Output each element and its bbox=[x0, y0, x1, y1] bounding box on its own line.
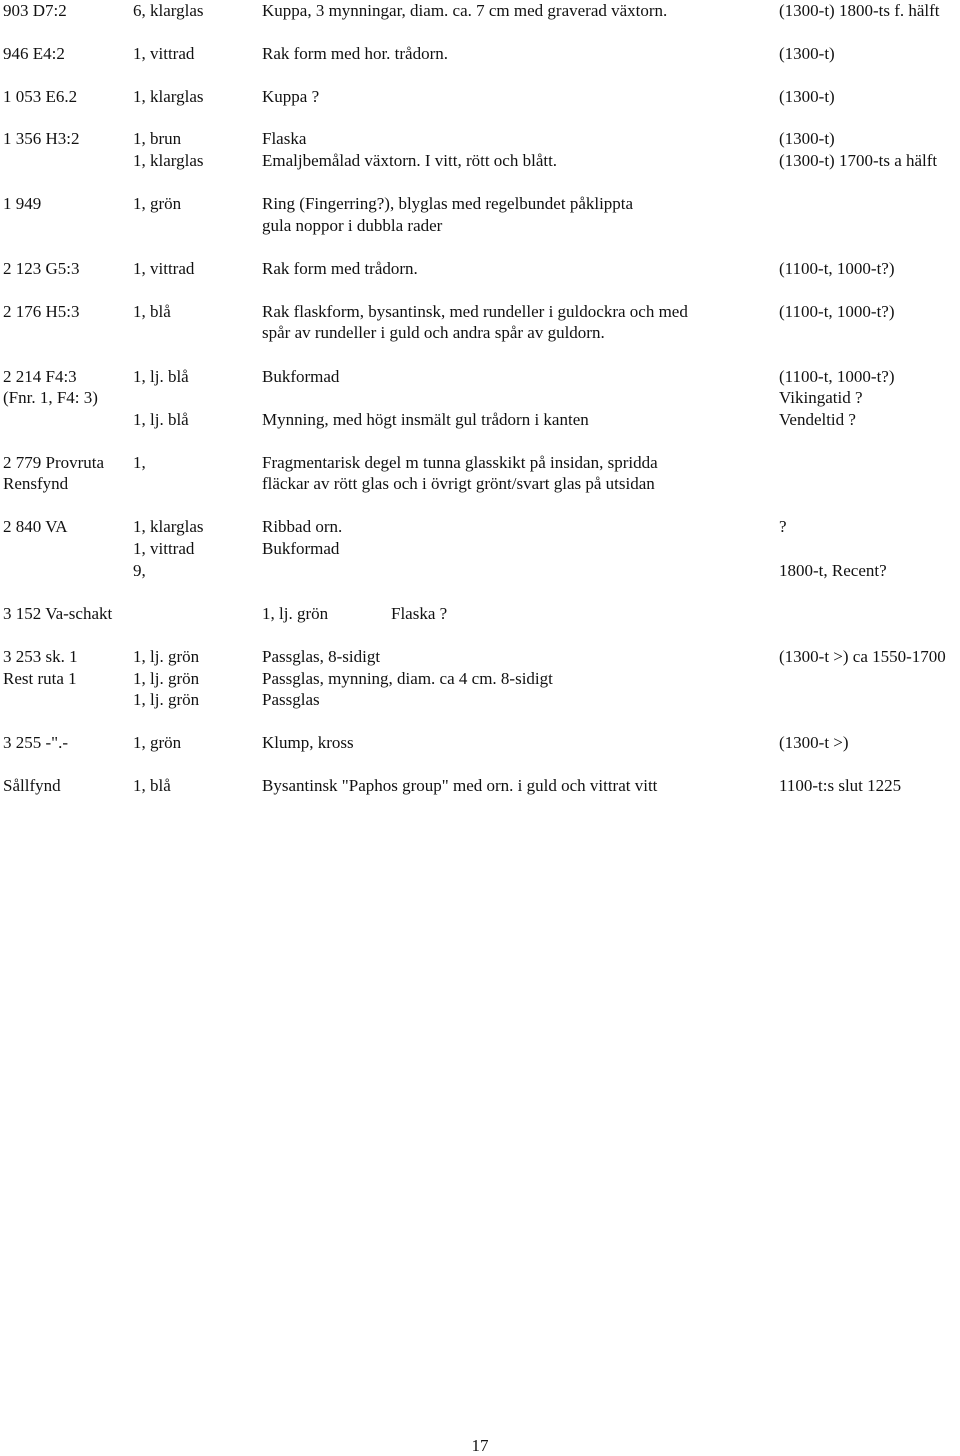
count-color: 1, lj. blå bbox=[133, 367, 189, 386]
dating: 1800-t, Recent? bbox=[779, 561, 887, 580]
dating: (1300-t >) bbox=[779, 733, 849, 752]
find-number: 2 176 H5:3 bbox=[3, 302, 80, 321]
description: Kuppa ? bbox=[262, 87, 320, 106]
dating: (1300-t) bbox=[779, 129, 835, 148]
count-color: 1, klarglas bbox=[133, 517, 204, 536]
description: Emaljbemålad växtorn. I vitt, rött och blått. bbox=[262, 151, 558, 170]
description: Passglas, 8-sidigt bbox=[262, 647, 381, 666]
dating: 1100-t:s slut 1225 bbox=[779, 776, 902, 795]
dating: (1300-t >) ca 1550-1700 bbox=[779, 647, 946, 666]
count-color: 1, klarglas bbox=[133, 151, 204, 170]
find-number: 3 255 -".- bbox=[3, 733, 69, 752]
count-color: 1, vittrad bbox=[133, 44, 195, 63]
count-color: 1, grön bbox=[133, 733, 182, 752]
dating: (1300-t) 1700-ts a hälft bbox=[779, 151, 938, 170]
description: fläckar av rött glas och i övrigt grönt/svart glas på utsidan bbox=[262, 474, 655, 493]
description: Rak flaskform, bysantinsk, med rundeller i guldockra och med bbox=[262, 302, 688, 321]
count-color: 1, lj. grön bbox=[133, 669, 200, 688]
count-color: 1, brun bbox=[133, 129, 182, 148]
description: Mynning, med högt insmält gul trådorn i kanten bbox=[262, 410, 589, 429]
dating: (1100-t, 1000-t?) bbox=[779, 259, 895, 278]
dating: (1300-t) bbox=[779, 44, 835, 63]
count-color: 1, vittrad bbox=[133, 539, 195, 558]
description: Rak form med trådorn. bbox=[262, 259, 418, 278]
find-number: 2 779 Provruta bbox=[3, 453, 105, 472]
count-color: 1, klarglas bbox=[133, 87, 204, 106]
find-number: 2 214 F4:3 bbox=[3, 367, 77, 386]
description: Bukformad bbox=[262, 367, 340, 386]
dating: ? bbox=[779, 517, 787, 536]
dating: (1300-t) 1800-ts f. hälft bbox=[779, 1, 940, 20]
find-number: 1 053 E6.2 bbox=[3, 87, 78, 106]
count-color: 1, lj. grön bbox=[133, 647, 200, 666]
find-number: Rest ruta 1 bbox=[3, 669, 77, 688]
dating: Vikingatid ? bbox=[779, 388, 863, 407]
description: Flaska bbox=[262, 129, 307, 148]
count-color: 1, blå bbox=[133, 776, 171, 795]
find-number: 1 356 H3:2 bbox=[3, 129, 80, 148]
count-color: 1, bbox=[133, 453, 146, 472]
description: Ring (Fingerring?), blyglas med regelbundet påklippta bbox=[262, 194, 634, 213]
count-color: 9, bbox=[133, 561, 146, 580]
description: spår av rundeller i guld och andra spår av guldorn. bbox=[262, 323, 605, 342]
count-color: 6, klarglas bbox=[133, 1, 204, 20]
find-number: 3 152 Va-schakt bbox=[3, 604, 113, 623]
find-number: (Fnr. 1, F4: 3) bbox=[3, 388, 98, 407]
description: Kuppa, 3 mynningar, diam. ca. 7 cm med graverad växtorn. bbox=[262, 1, 668, 20]
count-color: 1, lj. grön bbox=[133, 690, 200, 709]
count-color: 1, blå bbox=[133, 302, 171, 321]
find-number: Rensfynd bbox=[3, 474, 69, 493]
find-number: 1 949 bbox=[3, 194, 42, 213]
description: Passglas bbox=[262, 690, 320, 709]
find-number: 946 E4:2 bbox=[3, 44, 65, 63]
dating: Vendeltid ? bbox=[779, 410, 856, 429]
description: Ribbad orn. bbox=[262, 517, 343, 536]
find-number: 2 123 G5:3 bbox=[3, 259, 80, 278]
find-number: Sållfynd bbox=[3, 776, 61, 795]
count-color: 1, lj. grön bbox=[262, 604, 329, 623]
description: Rak form med hor. trådorn. bbox=[262, 44, 449, 63]
count-color: 1, lj. blå bbox=[133, 410, 189, 429]
description: Passglas, mynning, diam. ca 4 cm. 8-sidigt bbox=[262, 669, 553, 688]
description: Klump, kross bbox=[262, 733, 354, 752]
dating: (1300-t) bbox=[779, 87, 835, 106]
find-number: 2 840 VA bbox=[3, 517, 68, 536]
description: Bysantinsk "Paphos group" med orn. i guld och vittrat vitt bbox=[262, 776, 658, 795]
find-number: 3 253 sk. 1 bbox=[3, 647, 78, 666]
dating: (1100-t, 1000-t?) bbox=[779, 302, 895, 321]
count-color: 1, vittrad bbox=[133, 259, 195, 278]
description: Bukformad bbox=[262, 539, 340, 558]
description: Fragmentarisk degel m tunna glasskikt på insidan, spridda bbox=[262, 453, 658, 472]
dating: (1100-t, 1000-t?) bbox=[779, 367, 895, 386]
find-number: 903 D7:2 bbox=[3, 1, 67, 20]
description: gula noppor i dubbla rader bbox=[262, 216, 443, 235]
page-number: 17 bbox=[471, 1436, 489, 1455]
count-color: 1, grön bbox=[133, 194, 182, 213]
description: Flaska ? bbox=[391, 604, 448, 623]
